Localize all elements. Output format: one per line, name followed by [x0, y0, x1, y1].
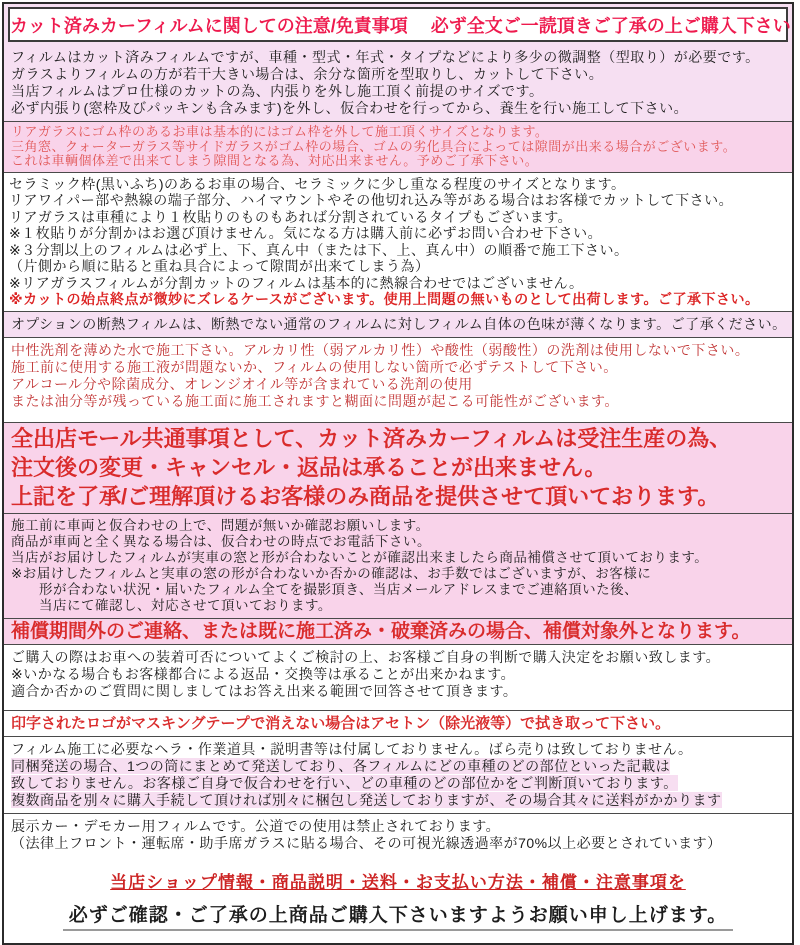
- warranty-headline: 補償期間外のご連絡、または既に施工済み・破棄済みの場合、補償対象外となります。: [11, 620, 751, 642]
- text-line: （片側から順に貼ると重ね具合によって隙間が出来てしまう為）: [9, 258, 430, 274]
- section-warranty: [4, 618, 792, 644]
- text-line: 必ず内張り(窓枠及びパッキンも含みます)を外し、仮合わせを行ってから、養生を行い施工して下さい。: [11, 100, 689, 116]
- policy-headline: 注文後の変更・キャンセル・返品は承ることが出来ません。: [11, 454, 607, 480]
- logo-note-headline: 印字されたロゴがマスキングテープで消えない場合はアセトン（除光液等）で拭き取って下さい。: [11, 714, 671, 732]
- shop-info-link[interactable]: 当店ショップ情報・商品説明・送料・お支払い方法・補償・注意事項を: [110, 872, 686, 892]
- text-line: 施工前に使用する施工液が問題ないか、フィルムの使用しない箇所で必ずテストして下さい。: [11, 358, 618, 375]
- text-line: オプションの断熱フィルムは、断熱でない通常のフィルムに対しフィルム自体の色味が薄くなります。ご了承ください。: [11, 315, 787, 332]
- text-line: ガラスよりフィルムの方が若干大きい場合は、余分な箇所を型取りし、カットして下さい。: [11, 66, 604, 82]
- text-line: または油分等が残っている施工面に施工されますと糊面に問題が起こる可能性がございます。: [11, 392, 619, 409]
- section-logo-note: [4, 710, 792, 736]
- header-box: [8, 7, 791, 42]
- section-insulation: [4, 311, 792, 337]
- text-line: ※お届けしたフィルムと実車の窓の形が合わないか否かの確認は、お手数ではございますが、お客様に: [11, 565, 652, 581]
- section-purchase: [4, 644, 792, 710]
- text-line: ※１枚貼りが分割かはお選び頂けません。気になる方は購入前に必ずお問い合わせ下さい。: [9, 225, 603, 241]
- highlighted-text-line: 同梱発送の場合、1つの筒にまとめて発送しており、各フィルムにどの車種のどの部位といった記載は: [11, 757, 671, 774]
- section-mall-policy: [4, 422, 792, 513]
- text-line: ※いかなる場合もお客様都合による返品・交換等は承ることが出来かねます。: [11, 665, 516, 682]
- text-line: 当店フィルムはプロ仕様のカットの為、内張りを外し施工頂く前提のサイズです。: [11, 83, 544, 99]
- section-fitting: [4, 45, 792, 121]
- section-ceramic: [4, 172, 792, 311]
- cut-offset-warning: ※カットの始点終点が微妙にズレるケースがございます。使用上問題の無いものとして出荷します。ご了承下さい。: [9, 291, 760, 307]
- text-line: （法律上フロント・運転席・助手席ガラスに貼る場合、その可視光線透過率が70%以上必要とされています）: [11, 834, 722, 851]
- text-line: リアワイパー部や熱線の端子部分、ハイマウントやその他切れ込み等がある場合はお客様でカットして下さい。: [9, 192, 734, 208]
- policy-headline: 全出店モール共通事項として、カット済みカーフィルムは受注生産の為、: [11, 425, 732, 451]
- text-line: アルコール分や除菌成分、オレンジオイル等が含まれている洗剤の使用: [11, 375, 473, 392]
- page-title: カット済みカーフィルムに関しての注意/免責事項 必ず全文ご一読頂きご了承の上ご購入下さい: [10, 16, 791, 36]
- text-line: 当店がお届けしたフィルムが実車の窓と形が合わないことが確認出来ましたら商品補償させて頂いております。: [11, 549, 709, 565]
- text-line: ※リアガラスフィルムが分割カットのフィルムは基本的に熱線合わせではございません。: [9, 274, 584, 291]
- text-line: 当店にて確認し、対応させて頂いております。: [11, 597, 332, 613]
- text-line: リアガラスは車種により１枚貼りのものもあれば分割されているタイプもございます。: [9, 208, 573, 225]
- text-line: 形が合わない状況・届いたフィルム全てを撮影頂き、当店メールアドレスまでご連絡頂いた後、: [11, 581, 639, 597]
- section-shipping: [4, 736, 792, 813]
- footer-links: [11, 868, 785, 931]
- text-line: 展示カー・デモカー用フィルムです。公道での使用は禁止されております。: [11, 817, 501, 834]
- text-line: ご購入の際はお車への装着可否についてよくご検討の上、お客様ご自身の判断で購入決定をお願い致します。: [11, 648, 721, 665]
- text-line: 商品が車両と全く異なる場合は、仮合わせの時点でお電話下さい。: [11, 533, 431, 549]
- notice-page: [2, 2, 794, 945]
- confirm-note: 必ずご確認・ご了承の上商品ご購入下さいますようお願い申し上げます。: [63, 900, 733, 931]
- highlighted-text-line: 致しておりません。お客様ご自身で仮合わせを行い、どの車種のどの部位かをご判断頂いております。: [11, 774, 678, 791]
- section-inspection: [4, 513, 792, 618]
- text-line: これは車輌個体差で出来てしまう隙間となる為、対応出来ません。予めご了承下さい。: [11, 153, 539, 168]
- text-line: 適合か否かのご質問に関しましてはお答え出来る範囲で回答させて頂きます。: [11, 682, 518, 699]
- text-line: リアガラスにゴム枠のあるお車は基本的にはゴム枠を外して施工頂くサイズとなります。: [11, 124, 549, 139]
- text-line: フィルムはカット済みフィルムですが、車種・型式・年式・タイプなどにより多少の微調整（型取り）が必要です。: [11, 49, 760, 65]
- section-demo-car-and-footer: [4, 813, 792, 943]
- header: [4, 4, 792, 45]
- text-line: 施工前に車両と仮合わせの上で、問題が無いか確認お願いします。: [11, 517, 430, 533]
- text-line: フィルム施工に必要なヘラ・作業道具・説明書等は付属しておりません。ばら売りは致しておりません。: [11, 740, 693, 757]
- policy-headline: 上記を了承/ご理解頂けるお客様のみ商品を提供させて頂いております。: [11, 483, 720, 509]
- text-line: 中性洗剤を薄めた水で施工下さい。アルカリ性（弱アルカリ性）や酸性（弱酸性）の洗剤は使用しないで下さい。: [11, 341, 750, 358]
- section-detergent: [4, 337, 792, 422]
- text-line: セラミック枠(黒いふち)のあるお車の場合、セラミックに少し重なる程度のサイズとなります。: [9, 175, 626, 192]
- text-line: 三角窓、クォーターガラス等サイドガラスがゴム枠の場合、ゴムの劣化具合によっては隙間が出来る場合がございます。: [11, 138, 737, 154]
- highlighted-text-line: 複数商品を別々に購入手続して頂ければ別々に梱包し発送しておりますが、その場合其々に送料がかかります: [11, 791, 722, 808]
- section-rubber-frame: [4, 121, 792, 172]
- text-line: ※３分割以上のフィルムは必ず上、下、真ん中（または下、上、真ん中）の順番で施工下さい。: [9, 241, 629, 258]
